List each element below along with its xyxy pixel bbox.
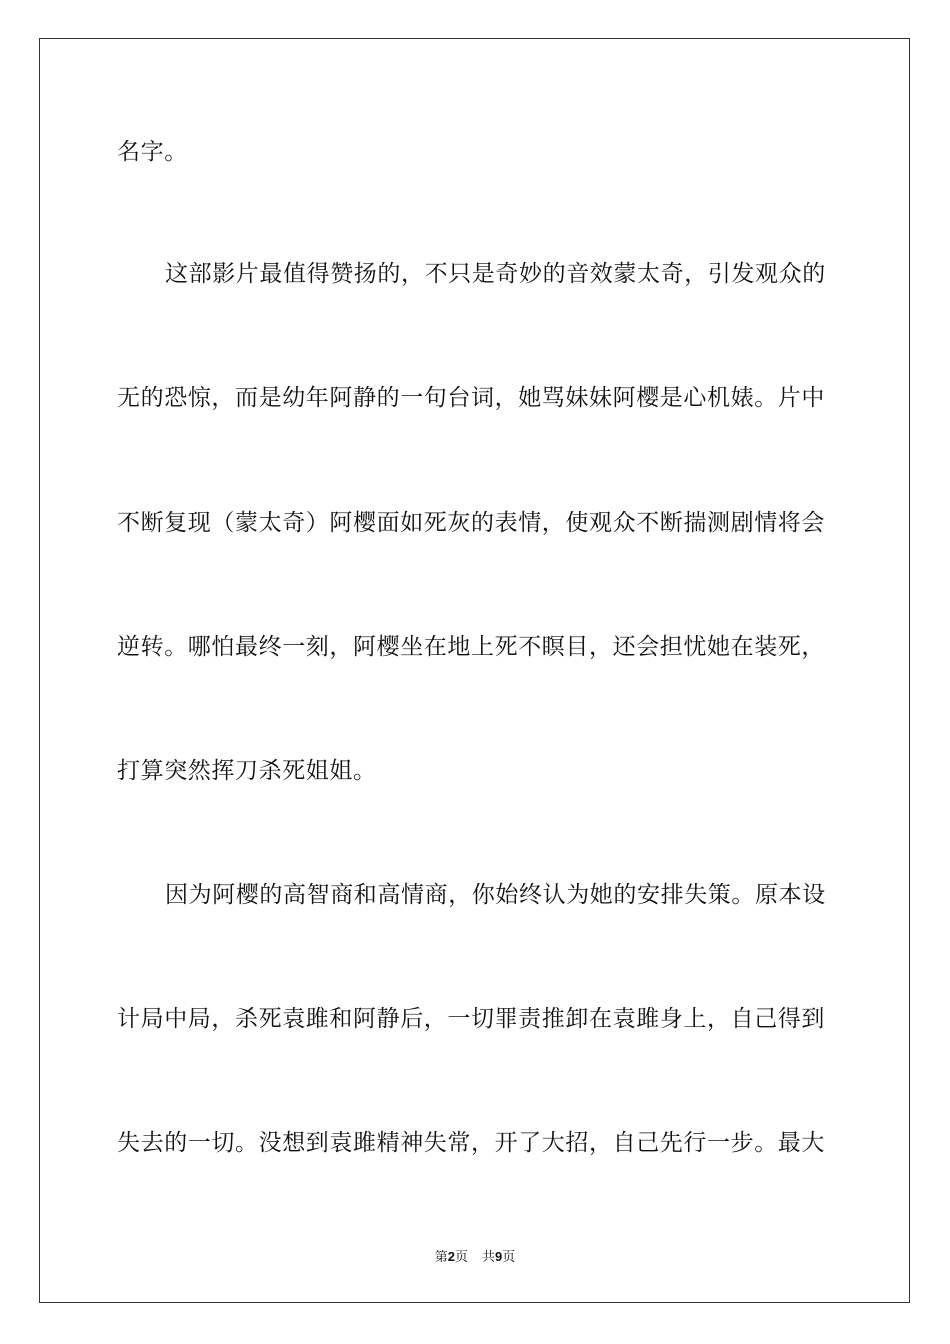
text-line: 因为阿樱的高智商和高情商，你始终认为她的安排失策。原本设 <box>165 882 826 908</box>
text-line: 这部影片最值得赞扬的，不只是奇妙的音效蒙太奇，引发观众的 <box>165 261 826 287</box>
page-footer <box>0 1248 950 1267</box>
text-line: 失去的一切。没想到袁雎精神失常，开了大招，自己先行一步。最大 <box>117 1130 825 1156</box>
text-line: 计局中局，杀死袁雎和阿静后，一切罪责推卸在袁雎身上，自己得到 <box>117 1006 825 1032</box>
text-line: 逆转。哪怕最终一刻，阿樱坐在地上死不瞑目，还会担忧她在装死， <box>117 634 825 660</box>
text-line: 打算突然挥刀杀死姐姐。 <box>117 758 377 784</box>
page-number-label: 第2页 <box>434 1249 468 1265</box>
page-border <box>39 38 910 1303</box>
text-line: 无的恐惊，而是幼年阿静的一句台词，她骂妹妹阿樱是心机婊。片中 <box>117 385 825 411</box>
text-line: 名字。 <box>117 139 188 165</box>
text-line: 不断复现（蒙太奇）阿樱面如死灰的表情，使观众不断揣测剧情将会 <box>117 510 825 536</box>
total-pages-label: 共9页 <box>482 1249 516 1265</box>
